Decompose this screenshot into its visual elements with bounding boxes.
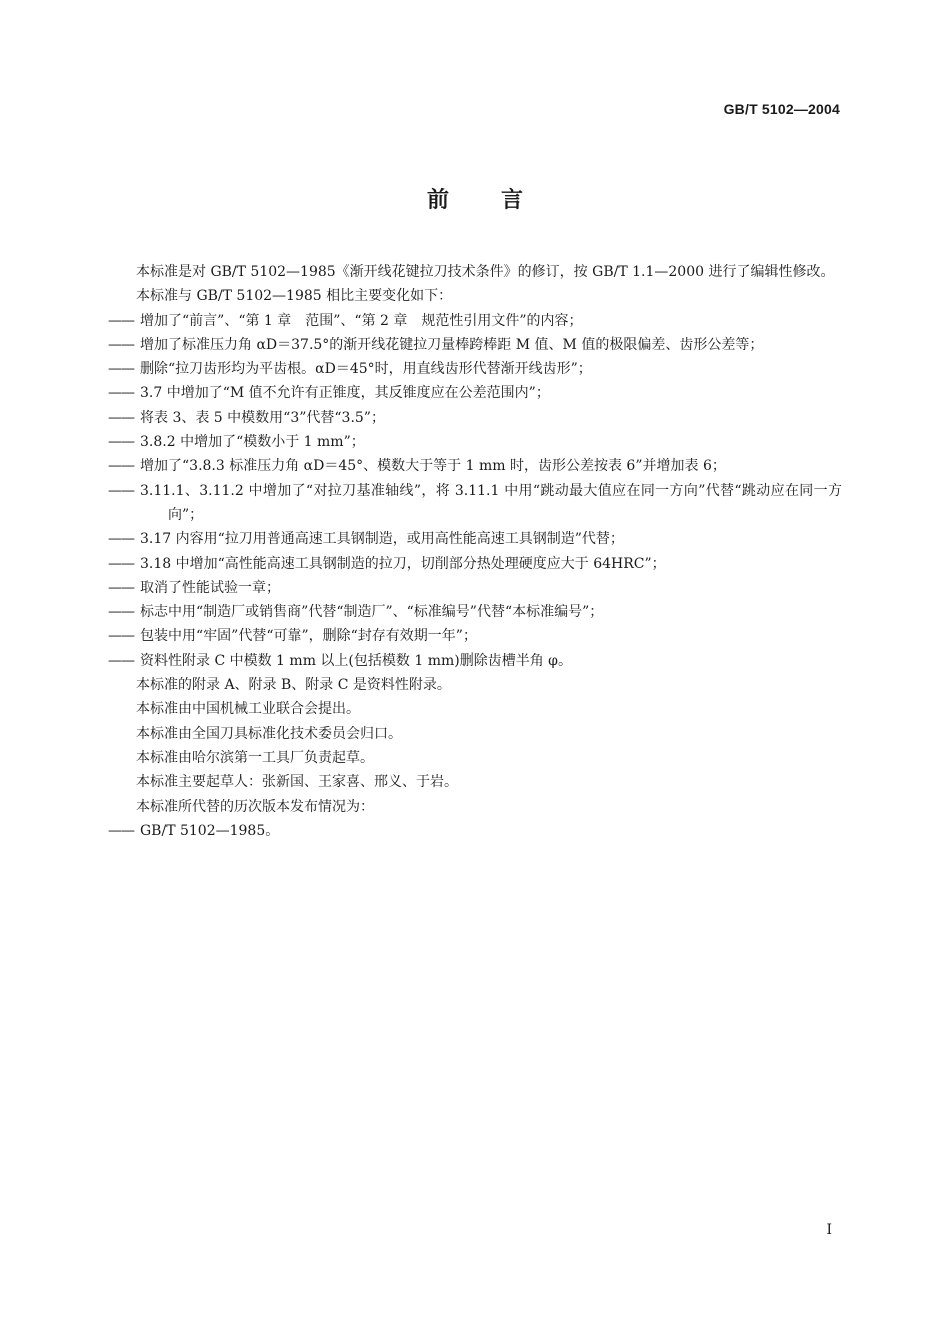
change-item: —— 3.8.2 中增加了“模数小于 1 mm”；	[108, 434, 365, 451]
paragraph-proposer: 本标准由中国机械工业联合会提出。	[136, 701, 360, 718]
change-item: —— 将表 3、表 5 中模数用“3”代替“3.5”；	[108, 409, 385, 426]
paragraph-intro-2: 本标准与 GB/T 5102—1985 相比主要变化如下：	[136, 288, 453, 305]
change-item: —— 3.17 内容用“拉刀用普通高速工具钢制造，或用高性能高速工具钢制造”代替；	[108, 531, 624, 548]
change-item: —— 3.11.1、3.11.2 中增加了“对拉刀基准轴线”，将 3.11.1 中用“跳动最大值应在同一方向”代替“跳动应在同一方向”；	[108, 482, 842, 523]
change-item: —— 取消了性能试验一章；	[108, 579, 280, 596]
change-item: —— 资料性附录 C 中模数 1 mm 以上(包括模数 1 mm)删除齿槽半角 φ。	[108, 652, 572, 669]
change-item: —— 增加了标准压力角 αD＝37.5°的渐开线花键拉刀量棒跨棒距 M 值、M 值的极限偏差、齿形公差等；	[108, 336, 764, 353]
page-title	[0, 183, 950, 214]
change-item: —— 包装中用“牢固”代替“可靠”，删除“封存有效期一年”；	[108, 628, 477, 645]
paragraph-committee: 本标准由全国刀具标准化技术委员会归口。	[136, 725, 402, 742]
change-item: —— 增加了“3.8.3 标准压力角 αD＝45°、模数大于等于 1 mm 时，齿形公差按表 6”并增加表 6；	[108, 458, 726, 475]
title-char-2: 言	[501, 188, 524, 213]
standard-number: GB/T 5102—2004	[723, 101, 840, 117]
title-char-1: 前	[426, 188, 449, 213]
paragraph-authors: 本标准主要起草人：张新国、王家喜、邢义、于岩。	[136, 774, 458, 791]
page-number: I	[826, 1222, 832, 1238]
history-item: —— GB/T 5102—1985。	[108, 822, 280, 839]
paragraph-intro-1: 本标准是对 GB/T 5102—1985《渐开线花键拉刀技术条件》的修订，按 GB/T 1.1—2000 进行了编辑性修改。	[136, 264, 835, 280]
change-item: —— 标志中用“制造厂或销售商”代替“制造厂”、“标准编号”代替“本标准编号”；	[108, 604, 604, 621]
change-item: —— 3.7 中增加了“M 值不允许有正锥度，其反锥度应在公差范围内”；	[108, 385, 550, 402]
change-item: —— 3.18 中增加“高性能高速工具钢制造的拉刀，切削部分热处理硬度应大于 64HRC”；	[108, 555, 666, 572]
change-item: —— 增加了“前言”、“第 1 章 范围”、“第 2 章 规范性引用文件”的内容；	[108, 312, 583, 329]
paragraph-annex: 本标准的附录 A、附录 B、附录 C 是资料性附录。	[136, 677, 451, 694]
paragraph-drafter: 本标准由哈尔滨第一工具厂负责起草。	[136, 749, 374, 766]
paragraph-history: 本标准所代替的历次版本发布情况为：	[136, 798, 374, 815]
foreword-body	[108, 260, 842, 843]
change-item: —— 删除“拉刀齿形均为平齿根。αD＝45°时，用直线齿形代替渐开线齿形”；	[108, 361, 592, 378]
